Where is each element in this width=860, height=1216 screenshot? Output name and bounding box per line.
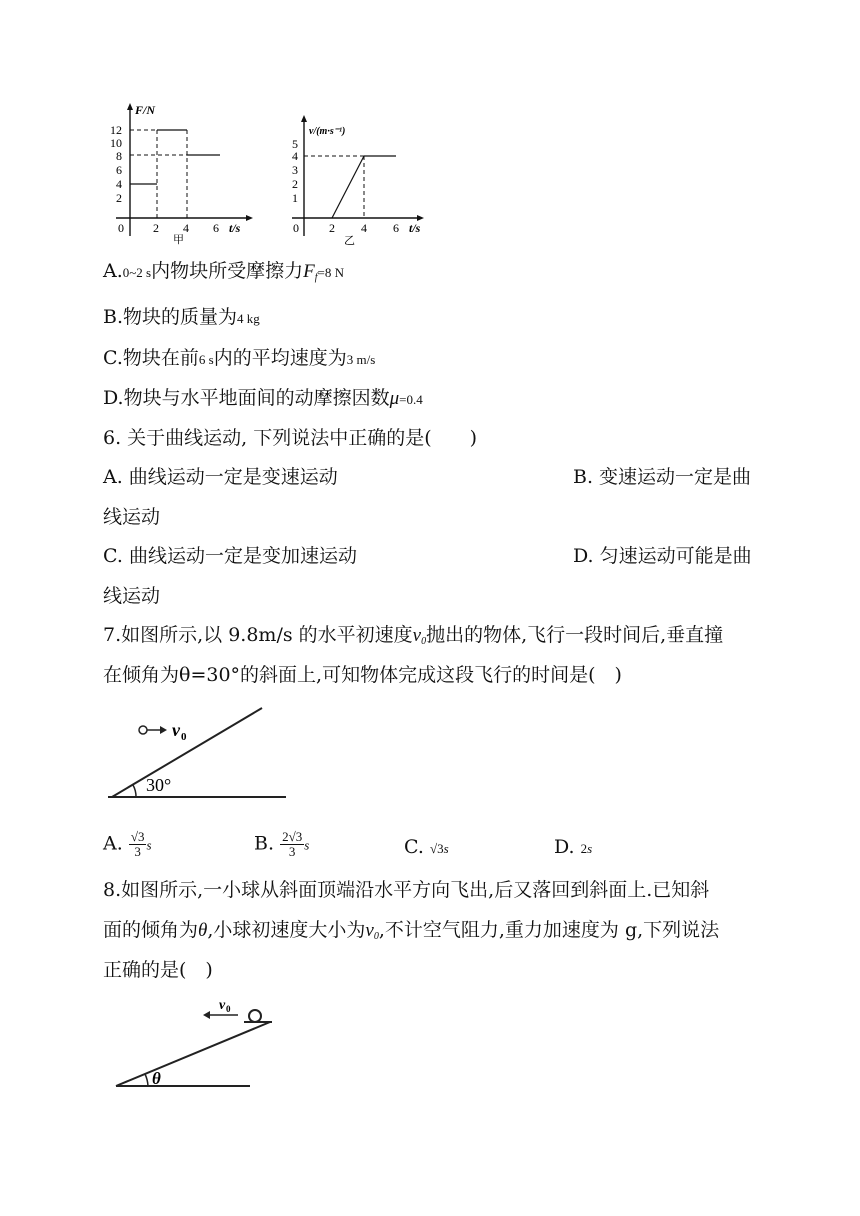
x-tick-label: 2 bbox=[153, 221, 159, 235]
figure-caption: 乙 bbox=[344, 235, 355, 247]
stem-text: 7.如图所示,以 9.8m/s 的水平初速度 bbox=[103, 624, 413, 646]
y-tick-label: 3 bbox=[292, 163, 298, 177]
q5-option-a bbox=[103, 258, 344, 291]
friction-subscript: f bbox=[314, 272, 318, 283]
figure-force-time-graph bbox=[108, 98, 258, 248]
stem-text: ,小球初速度大小为 bbox=[207, 919, 366, 941]
option-time: 0~2 s bbox=[122, 265, 152, 280]
option-letter: B. bbox=[254, 832, 275, 855]
q7-stem-line1 bbox=[103, 622, 723, 655]
option-value: 2 bbox=[580, 841, 588, 856]
q7-option-a bbox=[103, 830, 152, 859]
q8-stem-line2 bbox=[103, 917, 719, 950]
y-tick-label: 8 bbox=[116, 149, 122, 163]
denominator: 3 bbox=[134, 844, 141, 859]
x-tick-label: 2 bbox=[329, 221, 335, 235]
y-tick-label: 2 bbox=[116, 191, 122, 205]
y-tick-label: 1 bbox=[292, 191, 298, 205]
v0-label: v bbox=[219, 998, 226, 1013]
q5-option-b bbox=[103, 304, 260, 332]
q7-option-d bbox=[554, 834, 592, 862]
numerator: 2√3 bbox=[282, 829, 303, 844]
unit: s bbox=[304, 837, 310, 853]
q7-option-c bbox=[404, 834, 449, 862]
q7-stem-line2: 在倾角为θ=30°的斜面上,可知物体完成这段飞行的时间是( ) bbox=[103, 664, 622, 686]
q7-incline-figure bbox=[100, 700, 300, 804]
y-tick-label: 12 bbox=[110, 123, 122, 137]
mu-symbol: μ bbox=[389, 388, 400, 409]
q5-option-d bbox=[103, 385, 423, 413]
option-letter: A. bbox=[103, 260, 123, 282]
velocity-symbol: v bbox=[365, 920, 374, 941]
option-letter: C. bbox=[404, 836, 424, 858]
option-value: =8 N bbox=[317, 265, 344, 280]
q6-option-d: D. 匀速运动可能是曲 bbox=[573, 545, 752, 567]
q8-stem-line1: 8.如图所示,一小球从斜面顶端沿水平方向飞出,后又落回到斜面上.已知斜 bbox=[103, 879, 710, 901]
fraction bbox=[129, 830, 147, 859]
y-tick-label: 5 bbox=[292, 137, 298, 151]
y-tick-label: 2 bbox=[292, 177, 298, 191]
v0-label: v bbox=[172, 720, 180, 740]
figure-velocity-time-graph bbox=[284, 112, 444, 248]
stem-text: ,不计空气阻力,重力加速度为 g,下列说法 bbox=[378, 919, 720, 941]
option-text: D.物块与水平地面间的动摩擦因数 bbox=[103, 387, 390, 409]
y-tick-label: 4 bbox=[292, 149, 298, 163]
q6-option-d-continuation: 线运动 bbox=[103, 585, 161, 607]
option-text: 内的平均速度为 bbox=[213, 347, 347, 369]
v0-subscript: 0 bbox=[181, 731, 187, 743]
x-tick-label: 4 bbox=[183, 221, 189, 235]
option-letter: D. bbox=[554, 836, 575, 858]
theta-label: θ bbox=[152, 1069, 161, 1088]
y-axis-label: v/(m·s⁻¹) bbox=[309, 126, 346, 137]
numerator: √3 bbox=[130, 829, 145, 844]
stem-text: 抛出的物体,飞行一段时间后,垂直撞 bbox=[426, 624, 724, 646]
option-time: 6 s bbox=[198, 352, 214, 367]
denominator: 3 bbox=[288, 844, 296, 859]
q8-incline-figure bbox=[110, 996, 280, 1096]
option-value: 4 kg bbox=[237, 311, 260, 326]
unit: s bbox=[146, 837, 152, 853]
unit: s bbox=[443, 841, 449, 856]
y-tick-label: 4 bbox=[116, 177, 122, 191]
theta-symbol: θ bbox=[198, 920, 208, 941]
option-value: =0.4 bbox=[399, 392, 423, 407]
option-text: 内物块所受摩擦力 bbox=[151, 260, 304, 282]
x-axis-label: t/s bbox=[229, 221, 241, 235]
stem-text: 面的倾角为 bbox=[103, 919, 199, 941]
q6-option-b-continuation: 线运动 bbox=[103, 506, 161, 528]
x-tick-label: 4 bbox=[361, 221, 367, 235]
q6-stem: 6. 关于曲线运动, 下列说法中正确的是( ) bbox=[103, 427, 478, 449]
fraction bbox=[280, 830, 304, 859]
option-value: 3 m/s bbox=[346, 352, 376, 367]
x-axis-label: t/s bbox=[409, 221, 421, 235]
unit: s bbox=[587, 841, 593, 856]
q5-option-c bbox=[103, 345, 375, 373]
velocity-subscript: 0 bbox=[421, 636, 427, 647]
velocity-symbol: v bbox=[412, 625, 422, 646]
option-letter: A. bbox=[103, 832, 123, 855]
x-tick-label: 0 bbox=[118, 221, 124, 235]
x-tick-label: 6 bbox=[393, 221, 399, 235]
option-text: C.物块在前 bbox=[103, 347, 199, 369]
y-tick-label: 10 bbox=[110, 136, 122, 150]
q8-stem-line3: 正确的是( ) bbox=[103, 959, 213, 981]
v0-subscript: 0 bbox=[226, 1004, 231, 1014]
q6-option-a: A. 曲线运动一定是变速运动 bbox=[103, 466, 338, 488]
velocity-subscript: 0 bbox=[373, 931, 379, 942]
option-value: √3 bbox=[429, 841, 444, 856]
figure-caption: 甲 bbox=[173, 234, 184, 246]
q7-option-b bbox=[254, 830, 309, 859]
angle-label: 30° bbox=[146, 775, 172, 795]
q6-option-c: C. 曲线运动一定是变加速运动 bbox=[103, 545, 357, 567]
x-tick-label: 0 bbox=[293, 221, 299, 235]
q6-option-b: B. 变速运动一定是曲 bbox=[573, 466, 752, 488]
option-text: B.物块的质量为 bbox=[103, 306, 238, 328]
y-axis-label: F/N bbox=[135, 103, 156, 117]
x-tick-label: 6 bbox=[213, 221, 219, 235]
y-tick-label: 6 bbox=[116, 163, 122, 177]
friction-symbol: F bbox=[303, 261, 315, 282]
